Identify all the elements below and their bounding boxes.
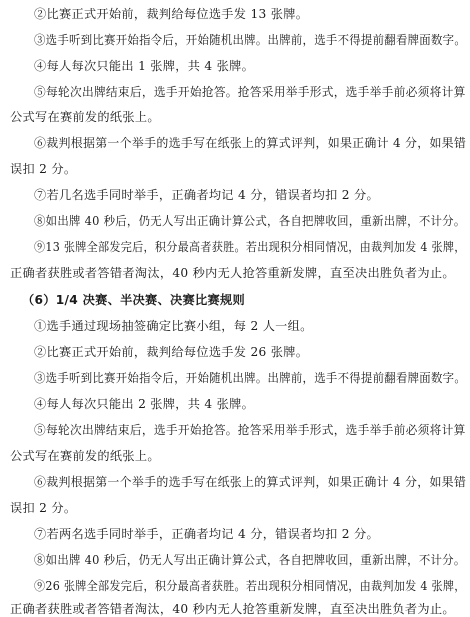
final-rule-2-deal-26: ②比赛正式开始前，裁判给每位选手发 26 张牌。 xyxy=(34,345,309,359)
final-rule-1-grouping: ①选手通过现场抽签确定比赛小组，每 2 人一组。 xyxy=(34,319,313,333)
rule-5-buzz-in: ⑤每轮次出牌结束后，选手开始抢答。抢答采用举手形式，选手举手前必须将计算 xyxy=(34,85,466,99)
rule-9-tiebreak: ⑨13 张牌全部发完后，积分最高者获胜。若出现积分相同情况，由裁判加发 4 张牌， xyxy=(34,240,466,254)
final-rule-8-timeout: ⑧如出牌 40 秒后，仍无人写出正确计算公式，各自把牌收回，重新出牌，不计分。 xyxy=(34,553,466,567)
rule-8-timeout: ⑧如出牌 40 秒后，仍无人写出正确计算公式，各自把牌收回，重新出牌，不计分。 xyxy=(34,214,466,228)
final-rule-9-tiebreak: ⑨26 张牌全部发完后，积分最高者获胜。若出现积分相同情况，由裁判加发 4 张牌， xyxy=(34,579,466,593)
final-rule-5-continuation: 公式写在赛前发的纸张上。 xyxy=(10,449,160,463)
rule-9-continuation: 正确者获胜或者答错者淘汰，40 秒内无人抢答重新发牌，直至决出胜负者为止。 xyxy=(10,266,455,280)
section-heading: （6）1/4 决赛、半决赛、决赛比赛规则 xyxy=(22,293,245,307)
rule-2-deal-13: ②比赛正式开始前，裁判给每位选手发 13 张牌。 xyxy=(34,7,309,21)
rule-3-random-play: ③选手听到比赛开始指令后，开始随机出牌。出牌前，选手不得提前翻看牌面数字。 xyxy=(34,33,467,47)
rule-7-simultaneous: ⑦若几名选手同时举手，正确者均记 4 分，错误者均扣 2 分。 xyxy=(34,188,379,202)
rule-5-continuation: 公式写在赛前发的纸张上。 xyxy=(10,110,160,124)
final-rule-9-continuation: 正确者获胜或者答错者淘汰，40 秒内无人抢答重新发牌，直至决出胜负者为止。 xyxy=(10,602,455,616)
final-rule-5-buzz-in: ⑤每轮次出牌结束后，选手开始抢答。抢答采用举手形式，选手举手前必须将计算 xyxy=(34,423,466,437)
final-rule-7-simultaneous: ⑦若两名选手同时举手，正确者均记 4 分，错误者均扣 2 分。 xyxy=(34,527,379,541)
rule-6-continuation: 误扣 2 分。 xyxy=(10,162,77,176)
final-rule-4-two-cards: ④每人每次只能出 2 张牌，共 4 张牌。 xyxy=(34,397,255,411)
final-rule-3-random-play: ③选手听到比赛开始指令后，开始随机出牌。出牌前，选手不得提前翻看牌面数字。 xyxy=(34,371,467,385)
final-rule-6-continuation: 误扣 2 分。 xyxy=(10,501,77,515)
final-rule-6-scoring: ⑥裁判根据第一个举手的选手写在纸张上的算式评判，如果正确计 4 分，如果错 xyxy=(34,475,467,489)
rule-6-scoring: ⑥裁判根据第一个举手的选手写在纸张上的算式评判，如果正确计 4 分，如果错 xyxy=(34,136,467,150)
rule-4-one-card: ④每人每次只能出 1 张牌，共 4 张牌。 xyxy=(34,59,255,73)
